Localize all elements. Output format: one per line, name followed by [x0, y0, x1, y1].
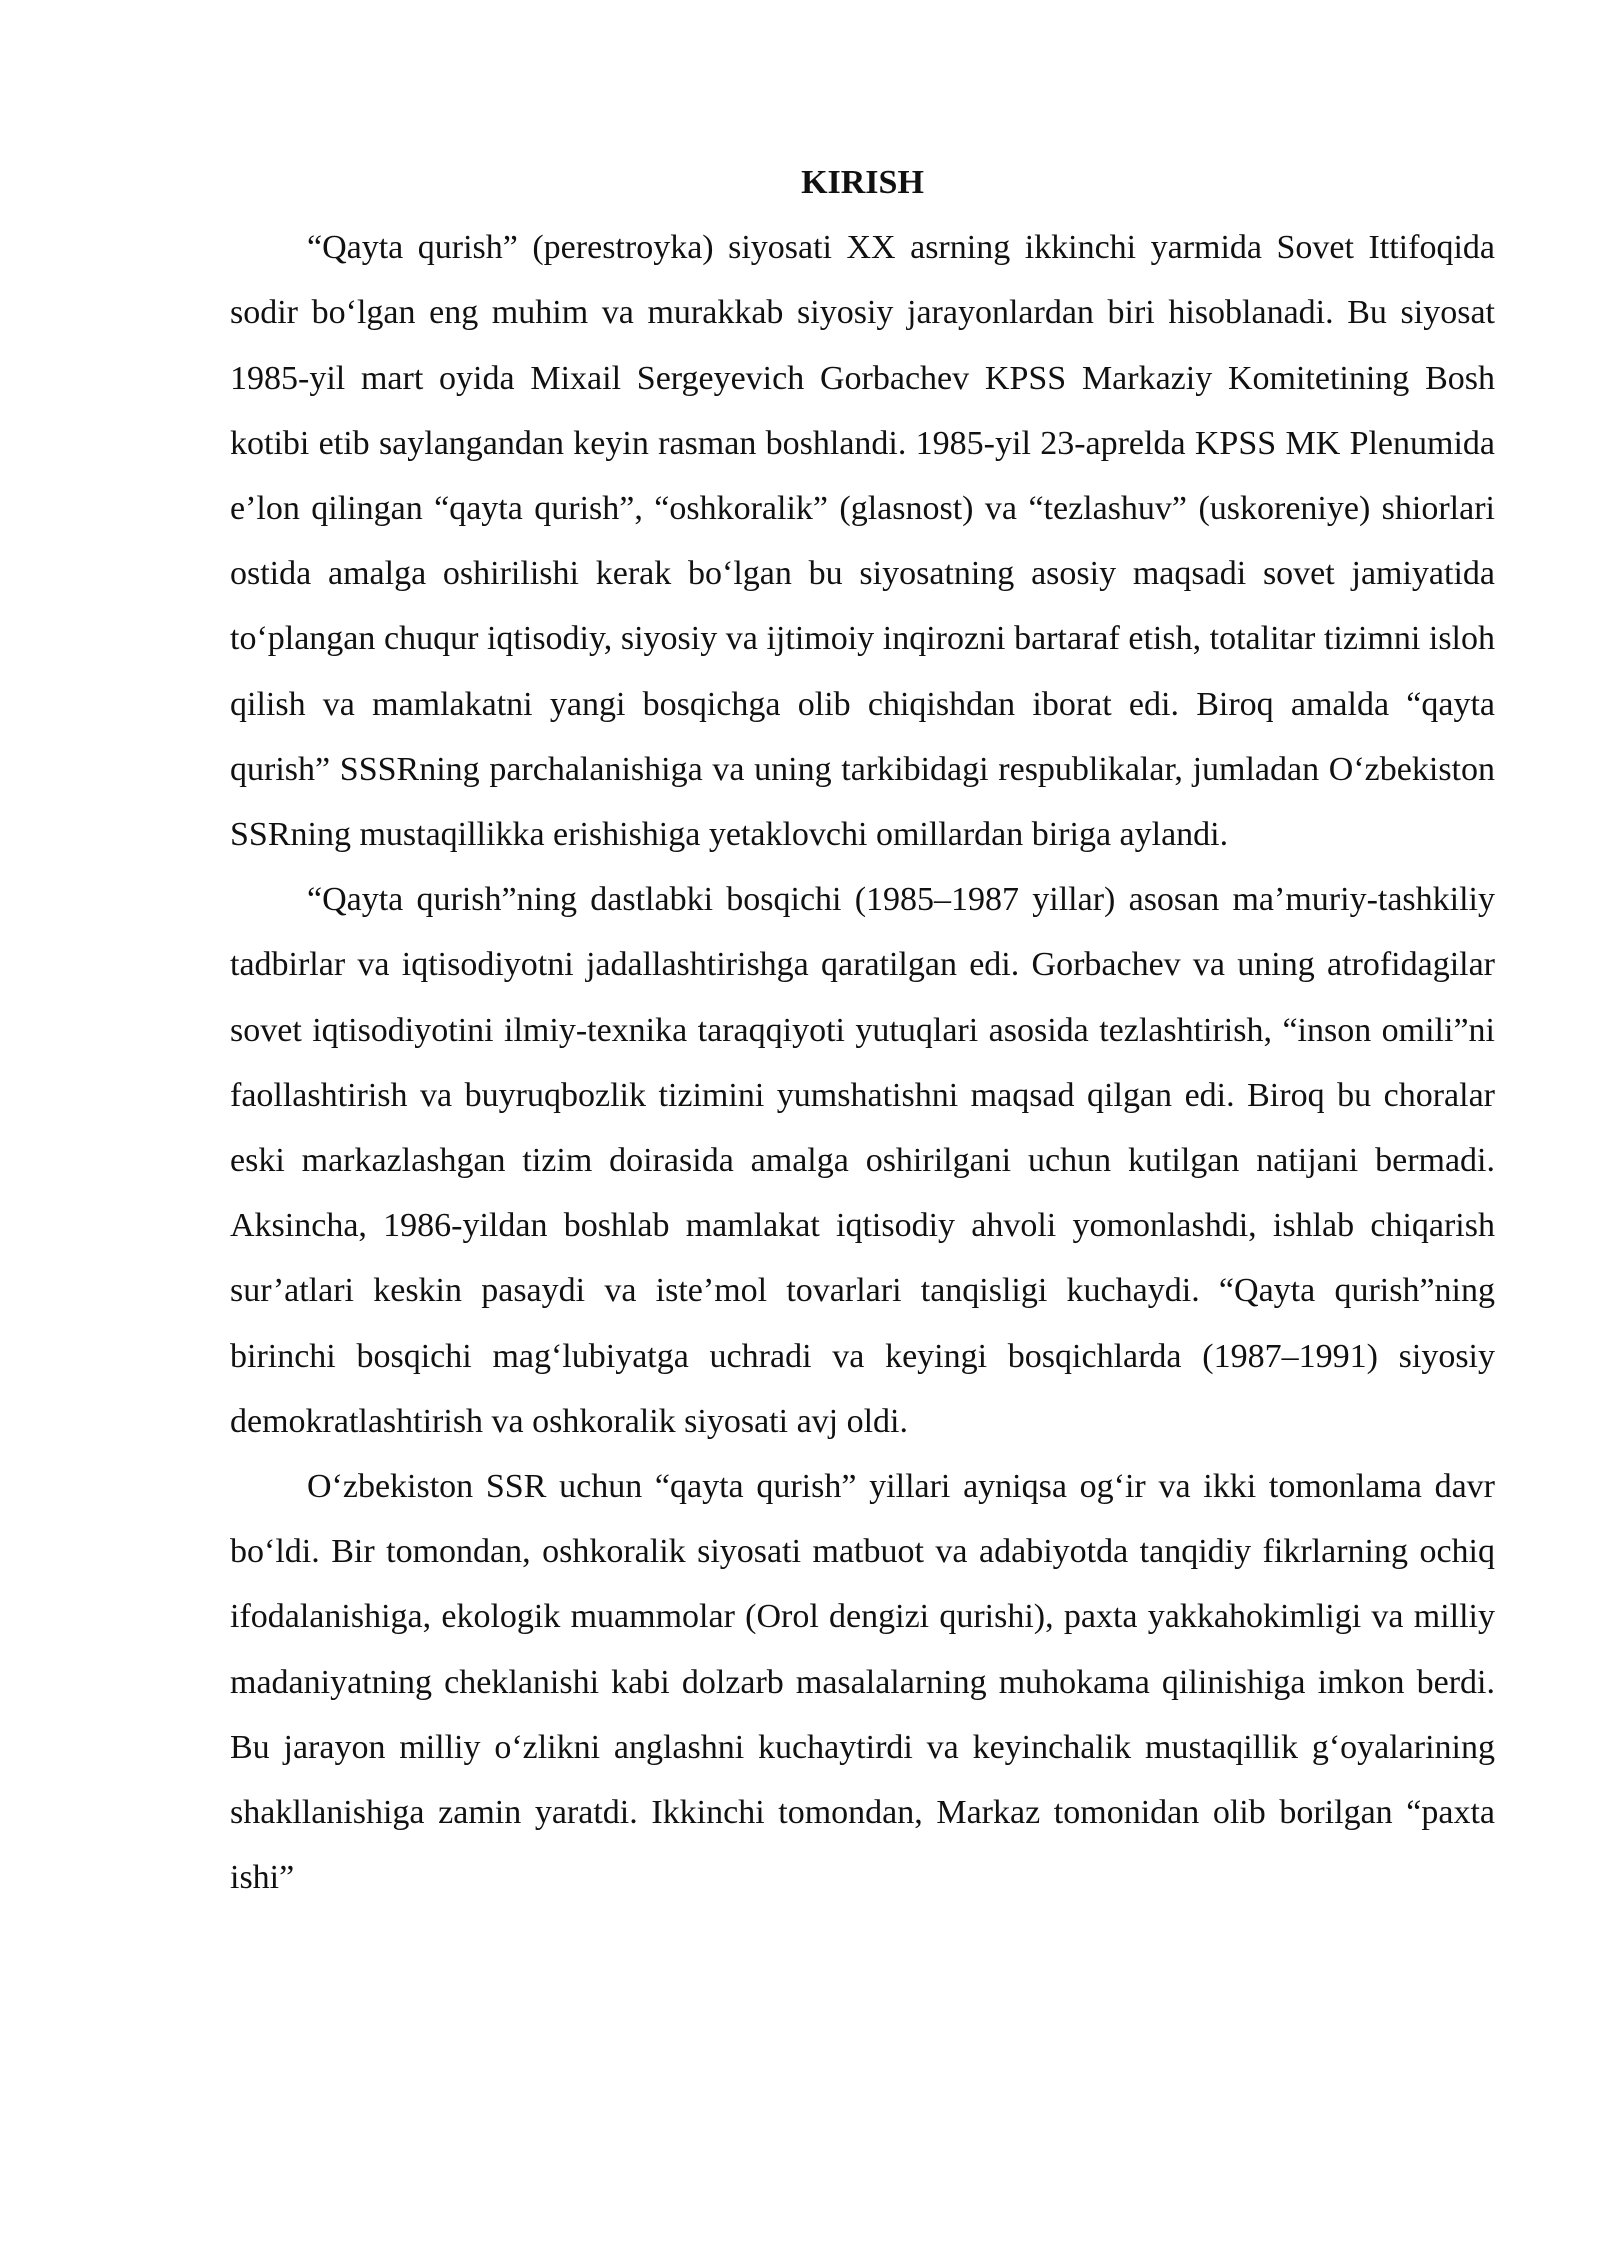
page-title: KIRISH	[801, 164, 924, 201]
document-body	[230, 150, 1495, 1910]
paragraph-3: Oʻzbekiston SSR uchun “qayta qurish” yillari ayniqsa ogʻir va ikki tomonlama davr boʻldi. Bir tomondan, oshkoralik siyosati matbuot va adabiyotda tanqidiy fikrlarning ochiq ifodalanishiga, ekologik muammolar (Orol dengizi qurishi), paxta yakkahokimligi va milliy madaniyatning cheklanishi kabi dolzarb masalalarning muhokama qilinishiga imkon berdi. Bu jarayon milliy oʻzlikni anglashni kuchaytirdi va keyinchalik mustaqillik gʻoyalarining shakllanishiga zamin yaratdi. Ikkinchi tomondan, Markaz tomonidan olib borilgan “paxta ishi”	[230, 1468, 1495, 1897]
paragraph-1: “Qayta qurish” (perestroyka) siyosati XX asrning ikkinchi yarmida Sovet Ittifoqida sodir boʻlgan eng muhim va murakkab siyosiy jarayonlardan biri hisoblanadi. Bu siyosat 1985-yil mart oyida Mixail Sergeyevich Gorbachev KPSS Markaziy Komitetining Bosh kotibi etib saylangandan keyin rasman boshlandi. 1985-yil 23-aprelda KPSS MK Plenumida e’lon qilingan “qayta qurish”, “oshkoralik” (glasnost) va “tezlashuv” (uskoreniye) shiorlari ostida amalga oshirilishi kerak boʻlgan bu siyosatning asosiy maqsadi sovet jamiyatida toʻplangan chuqur iqtisodiy, siyosiy va ijtimoiy inqirozni bartaraf etish, totalitar tizimni isloh qilish va mamlakatni yangi bosqichga olib chiqishdan iborat edi. Biroq amalda “qayta qurish” SSSRning parchalanishiga va uning tarkibidagi respublikalar, jumladan Oʻzbekiston SSRning mustaqillikka erishishiga yetaklovchi omillardan biriga aylandi.	[230, 229, 1495, 854]
paragraph-2: “Qayta qurish”ning dastlabki bosqichi (1985–1987 yillar) asosan ma’muriy-tashkiliy tadbirlar va iqtisodiyotni jadallashtirishga qaratilgan edi. Gorbachev va uning atrofidagilar sovet iqtisodiyotini ilmiy-texnika taraqqiyoti yutuqlari asosida tezlashtirish, “inson omili”ni faollashtirish va buyruqbozlik tizimini yumshatishni maqsad qilgan edi. Biroq bu choralar eski markazlashgan tizim doirasida amalga oshirilgani uchun kutilgan natijani bermadi. Aksincha, 1986-yildan boshlab mamlakat iqtisodiy ahvoli yomonlashdi, ishlab chiqarish sur’atlari keskin pasaydi va iste’mol tovarlari tanqisligi kuchaydi. “Qayta qurish”ning birinchi bosqichi magʻlubiyatga uchradi va keyingi bosqichlarda (1987–1991) siyosiy demokratlashtirish va oshkoralik siyosati avj oldi.	[230, 881, 1495, 1440]
